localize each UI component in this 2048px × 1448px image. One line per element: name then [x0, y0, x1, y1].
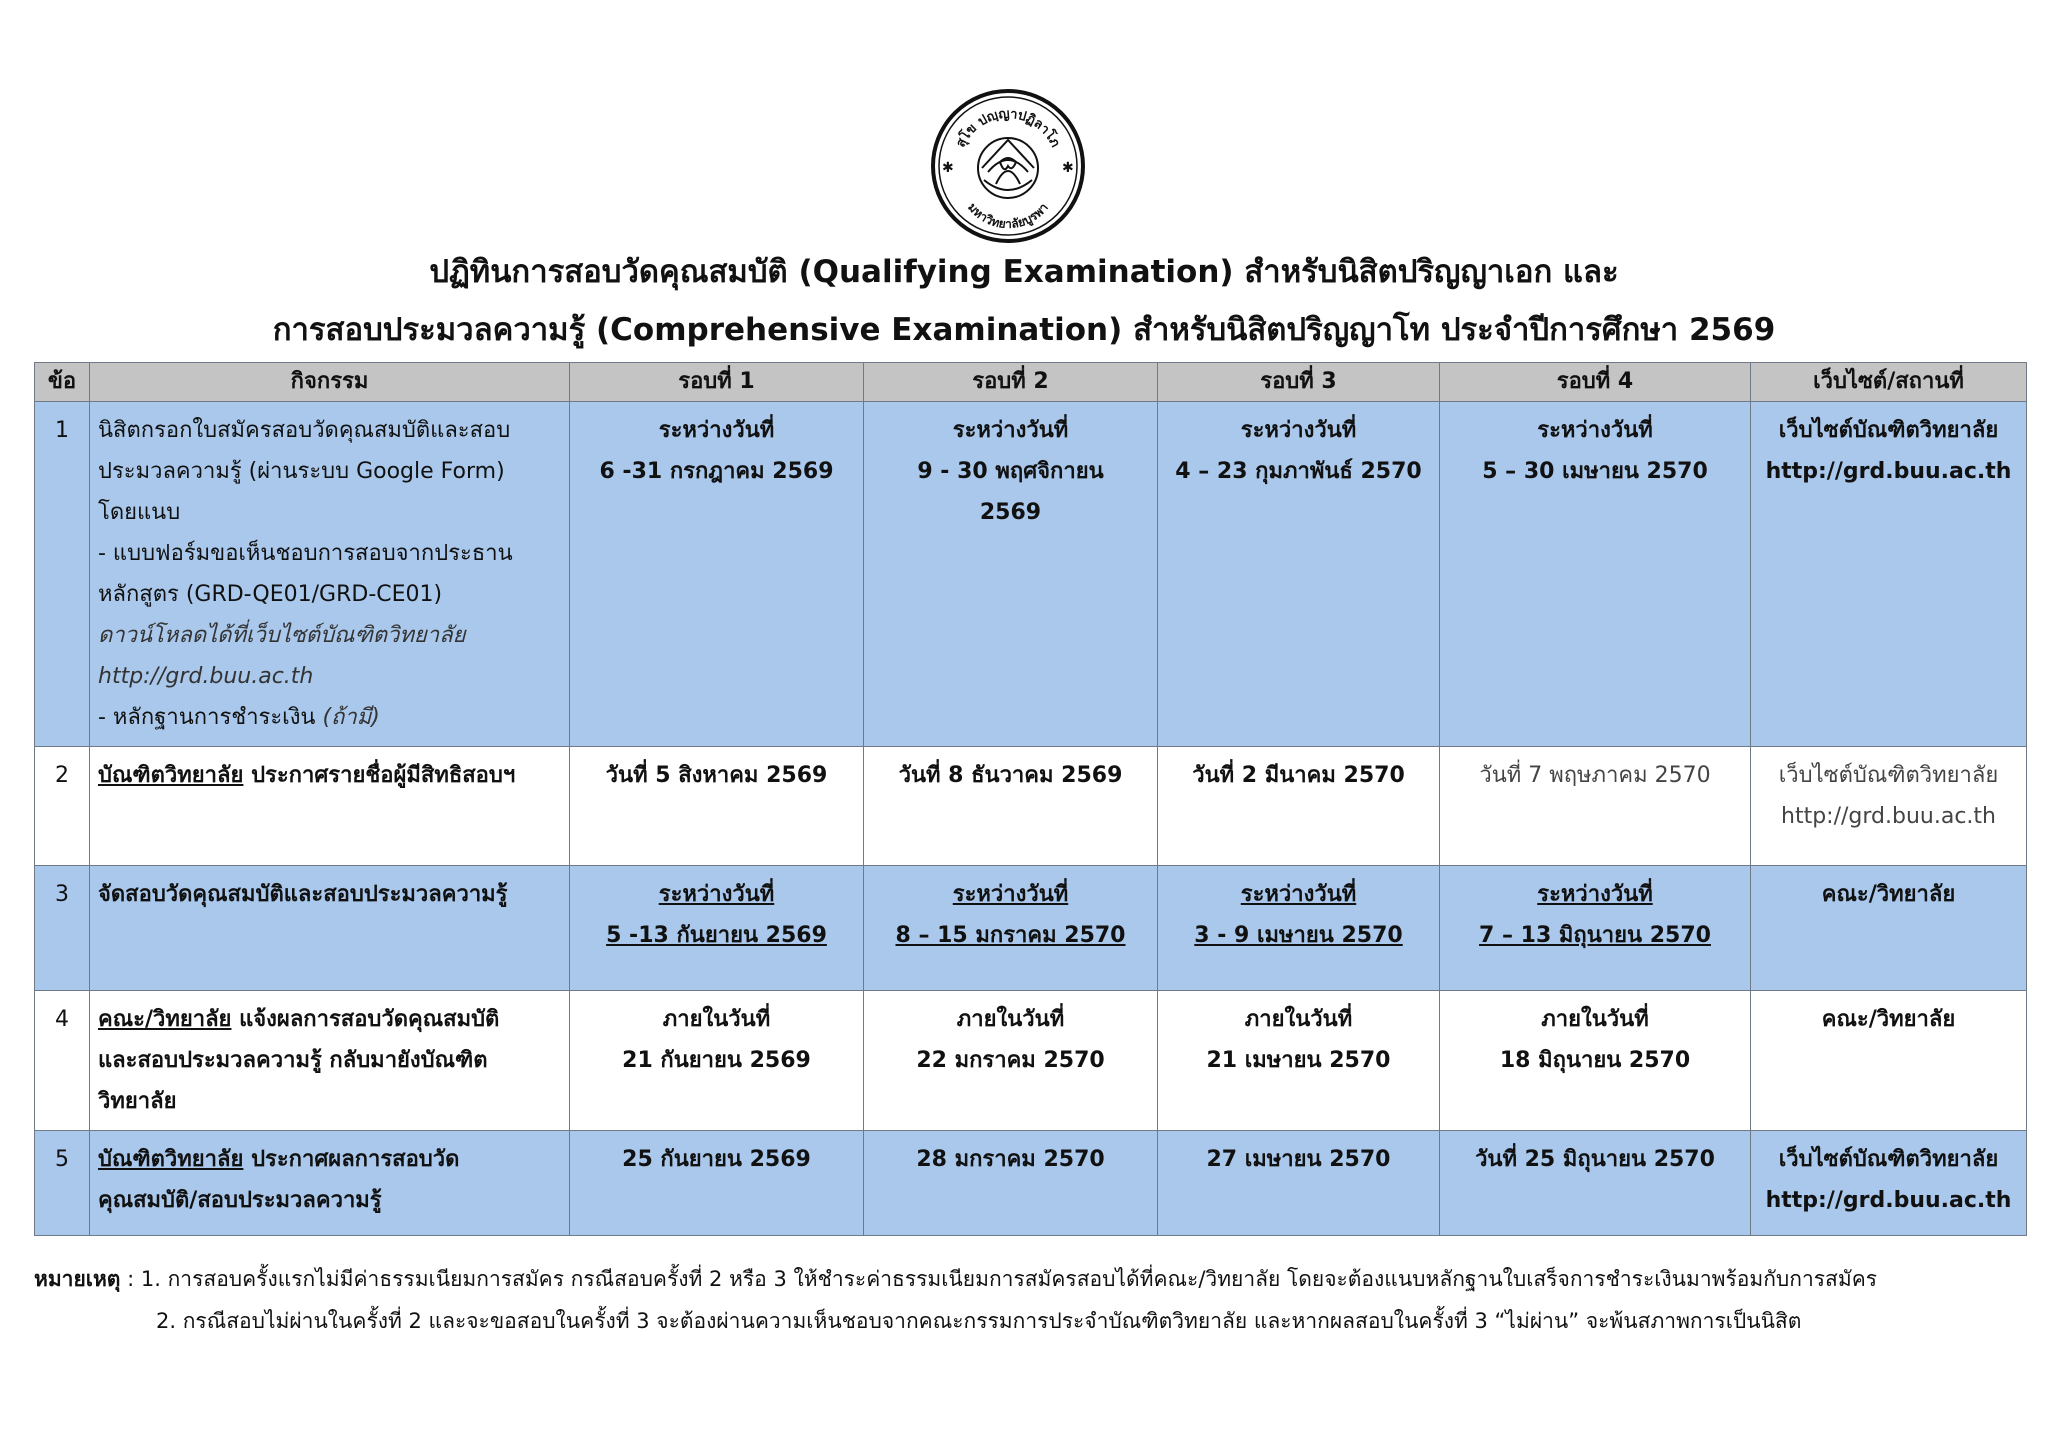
activity-line: และสอบประมวลความรู้ กลับมายังบัณฑิต — [98, 1048, 488, 1073]
site-cell: คณะ/วิทยาลัย — [1751, 866, 2027, 991]
date-label: ระหว่างวันที่ — [658, 882, 775, 907]
round-4-cell — [1440, 991, 1751, 1131]
title-line-1: ปฏิทินการสอบวัดคุณสมบัติ (Qualifying Examination) สำหรับนิสิตปริญญาเอก และ — [429, 254, 1619, 290]
round-3-cell — [1158, 991, 1440, 1131]
activity-line: วิทยาลัย — [98, 1089, 177, 1114]
date-value: 3 - 9 เมษายน 2570 — [1194, 923, 1403, 948]
date-label: ภายในวันที่ — [1541, 1007, 1649, 1032]
row-activity — [90, 402, 570, 747]
site-cell — [1751, 402, 2027, 747]
site-url: http://grd.buu.ac.th — [1765, 1188, 2012, 1213]
table-row — [35, 866, 2027, 991]
header-round-1: รอบที่ 1 — [570, 363, 864, 402]
activity-line: - แบบฟอร์มขอเห็นชอบการสอบจากประธาน — [98, 541, 513, 566]
date-value: 6 -31 กรกฎาคม 2569 — [599, 459, 834, 484]
round-3-cell — [1158, 402, 1440, 747]
site-label: เว็บไซต์บัณฑิตวิทยาลัย — [1778, 418, 1999, 443]
activity-note: (ถ้ามี) — [322, 705, 380, 730]
activity-url: http://grd.buu.ac.th — [98, 664, 314, 689]
header-no: ข้อ — [35, 363, 90, 402]
site-label: เว็บไซต์บัณฑิตวิทยาลัย — [1778, 1147, 1999, 1172]
row-activity — [90, 1131, 570, 1236]
round-2-cell — [864, 866, 1158, 991]
activity-note: ดาวน์โหลดได้ที่เว็บไซต์บัณฑิตวิทยาลัย — [98, 623, 466, 648]
round-2-cell: 28 มกราคม 2570 — [864, 1131, 1158, 1236]
round-3-cell: 27 เมษายน 2570 — [1158, 1131, 1440, 1236]
row-activity — [90, 747, 570, 866]
seal-text-bottom: มหาวิทยาลัยบูรพา — [965, 200, 1051, 232]
title-line-2: การสอบประมวลความรู้ (Comprehensive Examination) สำหรับนิสิตปริญญาโท ประจำปีการศึกษา 2569 — [272, 312, 1776, 348]
seal-text-top: สุโข ปญฺญาปฏิลาโภ — [953, 106, 1063, 150]
table-row — [35, 1131, 2027, 1236]
date-value: 4 – 23 กุมภาพันธ์ 2570 — [1175, 459, 1422, 484]
site-cell — [1751, 747, 2027, 866]
round-1-cell: วันที่ 5 สิงหาคม 2569 — [570, 747, 864, 866]
date-value: 5 – 30 เมษายน 2570 — [1482, 459, 1708, 484]
activity-line: คุณสมบัติ/สอบประมวลความรู้ — [98, 1188, 382, 1213]
svg-text:✱: ✱ — [1062, 160, 1074, 176]
date-value: 21 เมษายน 2570 — [1206, 1048, 1391, 1073]
round-1-cell — [570, 402, 864, 747]
date-label: ภายในวันที่ — [1244, 1007, 1353, 1032]
notes-label: หมายเหตุ — [34, 1267, 121, 1291]
header-round-2: รอบที่ 2 — [864, 363, 1158, 402]
date-label: ภายในวันที่ — [662, 1007, 771, 1032]
activity-owner: คณะ/วิทยาลัย — [98, 1007, 232, 1032]
date-label: ระหว่างวันที่ — [1537, 882, 1653, 907]
table-row — [35, 991, 2027, 1131]
activity-owner: บัณฑิตวิทยาลัย — [98, 1147, 244, 1172]
header-round-3: รอบที่ 3 — [1158, 363, 1440, 402]
activity-text: ประกาศผลการสอบวัด — [243, 1147, 460, 1172]
svg-text:✱: ✱ — [942, 160, 954, 176]
date-value: 18 มิถุนายน 2570 — [1499, 1048, 1691, 1073]
activity-line: หลักสูตร (GRD-QE01/GRD-CE01) — [98, 582, 443, 607]
date-label: ระหว่างวันที่ — [1537, 418, 1653, 443]
date-value: 21 กันยายน 2569 — [622, 1048, 811, 1073]
date-value: 5 -13 กันยายน 2569 — [606, 923, 827, 948]
date-label: ระหว่างวันที่ — [1240, 418, 1357, 443]
round-2-cell: วันที่ 8 ธันวาคม 2569 — [864, 747, 1158, 866]
exam-calendar-table — [34, 362, 2027, 1236]
date-value: 7 – 13 มิถุนายน 2570 — [1479, 923, 1711, 948]
note-1: : 1. การสอบครั้งแรกไม่มีค่าธรรมเนียมการสมัคร กรณีสอบครั้งที่ 2 หรือ 3 ให้ชำระค่าธรรมเนียมการสมัครสอบได้ที่คณะ/วิทยาลัย โดยจะต้องแนบหลักฐานใบเสร็จการชำระเงินมาพร้อมกับการสมัคร — [120, 1267, 1878, 1291]
university-seal-logo — [930, 88, 1086, 244]
header-site: เว็บไซต์/สถานที่ — [1751, 363, 2027, 402]
date-label: ระหว่างวันที่ — [952, 418, 1069, 443]
activity-line: นิสิตกรอกใบสมัครสอบวัดคุณสมบัติและสอบ — [98, 418, 511, 443]
date-value: 2569 — [979, 500, 1042, 525]
notes-section — [34, 1258, 2024, 1342]
round-1-cell: 25 กันยายน 2569 — [570, 1131, 864, 1236]
row-activity: จัดสอบวัดคุณสมบัติและสอบประมวลความรู้ — [90, 866, 570, 991]
site-cell: คณะ/วิทยาลัย — [1751, 991, 2027, 1131]
activity-text: แจ้งผลการสอบวัดคุณสมบัติ — [231, 1007, 500, 1032]
table-header-row — [35, 363, 2027, 402]
row-no: 3 — [35, 866, 90, 991]
round-4-cell: วันที่ 25 มิถุนายน 2570 — [1440, 1131, 1751, 1236]
table-row — [35, 402, 2027, 747]
round-1-cell — [570, 991, 864, 1131]
date-value: 8 – 15 มกราคม 2570 — [895, 923, 1126, 948]
date-value: 9 - 30 พฤศจิกายน — [917, 459, 1104, 484]
table-row — [35, 747, 2027, 866]
note-2: 2. กรณีสอบไม่ผ่านในครั้งที่ 2 และจะขอสอบในครั้งที่ 3 จะต้องผ่านความเห็นชอบจากคณะกรรมการประจำบัณฑิตวิทยาลัย และหากผลสอบในครั้งที่ 3 “ไม่ผ่าน” จะพ้นสภาพการเป็นนิสิต — [156, 1309, 1802, 1333]
round-2-cell — [864, 991, 1158, 1131]
site-url: http://grd.buu.ac.th — [1781, 804, 1996, 829]
round-4-cell — [1440, 866, 1751, 991]
header-round-4: รอบที่ 4 — [1440, 363, 1751, 402]
header-activity: กิจกรรม — [90, 363, 570, 402]
activity-text: ประกาศรายชื่อผู้มีสิทธิสอบฯ — [243, 763, 516, 788]
date-label: ระหว่างวันที่ — [1240, 882, 1357, 907]
row-no: 4 — [35, 991, 90, 1131]
round-2-cell — [864, 402, 1158, 747]
date-value: 22 มกราคม 2570 — [916, 1048, 1105, 1073]
site-cell — [1751, 1131, 2027, 1236]
row-no: 2 — [35, 747, 90, 866]
round-1-cell — [570, 866, 864, 991]
row-no: 5 — [35, 1131, 90, 1236]
activity-line: โดยแนบ — [98, 500, 181, 525]
activity-line: - หลักฐานการชำระเงิน — [98, 705, 323, 730]
date-label: ภายในวันที่ — [956, 1007, 1065, 1032]
row-no: 1 — [35, 402, 90, 747]
date-label: ระหว่างวันที่ — [952, 882, 1069, 907]
site-label: เว็บไซต์บัณฑิตวิทยาลัย — [1778, 763, 1999, 788]
round-3-cell — [1158, 866, 1440, 991]
round-4-cell: วันที่ 7 พฤษภาคม 2570 — [1440, 747, 1751, 866]
round-3-cell: วันที่ 2 มีนาคม 2570 — [1158, 747, 1440, 866]
site-url: http://grd.buu.ac.th — [1765, 459, 2012, 484]
activity-line: ประมวลความรู้ (ผ่านระบบ Google Form) — [98, 459, 505, 484]
round-4-cell — [1440, 402, 1751, 747]
activity-owner: บัณฑิตวิทยาลัย — [98, 763, 244, 788]
row-activity — [90, 991, 570, 1131]
date-label: ระหว่างวันที่ — [658, 418, 775, 443]
